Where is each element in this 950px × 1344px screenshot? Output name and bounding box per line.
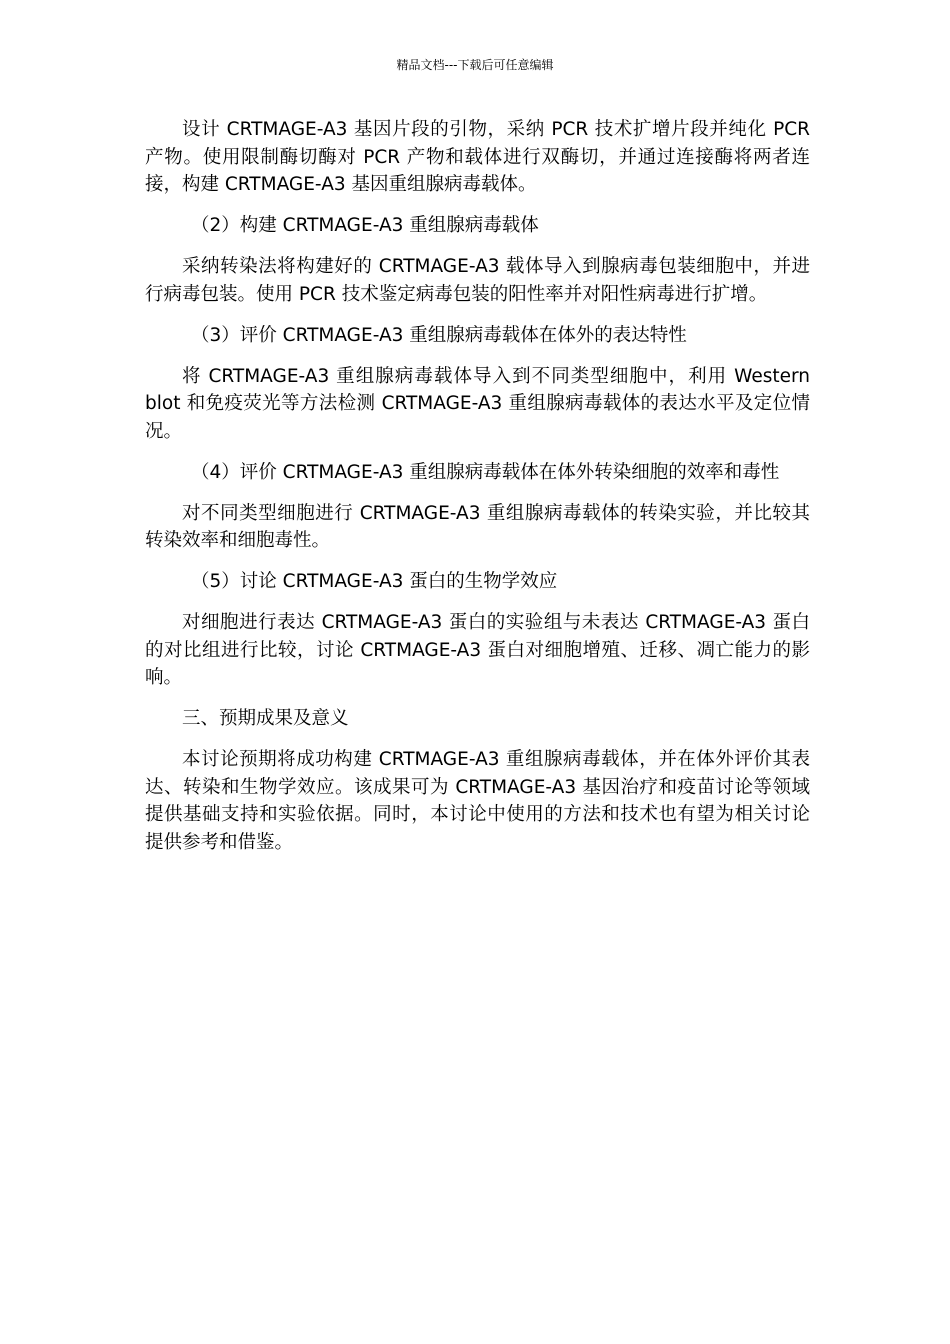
paragraph-expression-detection: 将 CRTMAGE-A3 重组腺病毒载体导入到不同类型细胞中，利用 Western blot 和免疫荧光等方法检测 CRTMAGE-A3 重组腺病毒载体的表达水平及定位情况。 xyxy=(145,365,810,442)
section-heading-4: （4）评价 CRTMAGE-A3 重组腺病毒载体在体外转染细胞的效率和毒性 xyxy=(191,461,780,483)
section-heading-expected-results: 三、预期成果及意义 xyxy=(182,708,349,729)
paragraph-construct-gene-vector: 设计 CRTMAGE-A3 基因片段的引物，采纳 PCR 技术扩增片段并纯化 PCR 产物。使用限制酶切酶对 PCR 产物和载体进行双酶切，并通过连接酶将两者连接，构建 CRTMAGE-A3 基因重组腺病毒载体。 xyxy=(145,119,810,195)
paragraph-biological-effect: 对细胞进行表达 CRTMAGE-A3 蛋白的实验组与未表达 CRTMAGE-A3 蛋白的对比组进行比较，讨论 CRTMAGE-A3 蛋白对细胞增殖、迁移、凋亡能力的影响。 xyxy=(145,612,810,688)
section-heading-2: （2）构建 CRTMAGE-A3 重组腺病毒载体 xyxy=(191,215,539,236)
paragraph-virus-packaging: 采纳转染法将构建好的 CRTMAGE-A3 载体导入到腺病毒包装细胞中，并进行病毒包装。使用 PCR 技术鉴定病毒包装的阳性率并对阳性病毒进行扩增。 xyxy=(145,256,810,305)
page-header: 精品文档---下载后可任意编辑 xyxy=(396,58,554,72)
section-heading-5: （5）讨论 CRTMAGE-A3 蛋白的生物学效应 xyxy=(191,571,558,592)
section-heading-3: （3）评价 CRTMAGE-A3 重组腺病毒载体在体外的表达特性 xyxy=(191,324,687,346)
paragraph-transfection-experiment: 对不同类型细胞进行 CRTMAGE-A3 重组腺病毒载体的转染实验，并比较其转染效率和细胞毒性。 xyxy=(145,502,810,551)
document-body xyxy=(145,116,810,870)
paragraph-expected-results: 本讨论预期将成功构建 CRTMAGE-A3 重组腺病毒载体，并在体外评价其表达、转染和生物学效应。该成果可为 CRTMAGE-A3 基因治疗和疫苗讨论等领域提供基础支持和实验依据。同时，本讨论中使用的方法和技术也有望为相关讨论提供参考和借鉴。 xyxy=(145,749,810,853)
